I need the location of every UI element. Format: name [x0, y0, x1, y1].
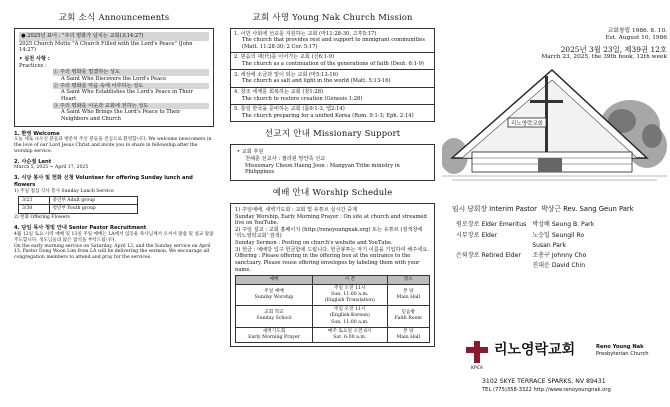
flowers-line: 2) 헌화 Offering Flowers [14, 215, 70, 221]
church-building-illustration [442, 66, 667, 191]
practices-block [19, 56, 209, 123]
bulletin-date-en: March 23, 2025, the 39th book, 12th week [541, 54, 667, 61]
worship-header [230, 187, 435, 199]
established-date: Est. August 10, 1986 [605, 35, 667, 42]
announcement-title: 4. 담임 목사 청빙 안내 Senior Pastor Recruitment [14, 225, 147, 232]
practice-item: ② 주의 평화를 마음 속에 이루하는 성도 A Saint Who Establishes the Lord's Peace in Their Heart [53, 83, 209, 103]
missionary-line: • 교회 후원 [237, 149, 264, 156]
worship-line: Sunday Sermon : Posting on church's website and YouTube. [235, 240, 393, 247]
bulletin-date-ko: 2025년 3월 23일, 제39권 12호 [560, 44, 667, 54]
kpca-label: KPCA [471, 366, 483, 370]
missionary-title-en: Missionary Support [313, 128, 401, 139]
church-sign-text: 리노영락교회 [511, 120, 543, 127]
table-row: 주일 예배 Sunday Worship 주일 오전 11시 Sun. 11:00 a.m. (English Translation) 본 당 Main Hall [236, 285, 430, 306]
mission-box [230, 28, 435, 122]
church-name-ko: 리노영락교회 [494, 342, 576, 358]
worship-line: 3) 헌금 : 예배당 입구 헌금함에 드립니다. 헌금봉투는 자기 이름을 기입하여 해주세요. [235, 246, 429, 253]
table-row: 교회 학교 Sunday School 주일 오전 11시 (English-Korean) Sun. 11:00 a.m. 믿음방 Faith Room [236, 306, 430, 327]
announcements-title-ko: 교회 소식 [58, 13, 96, 23]
mission-item: 3. 세상에 소금과 빛이 되는 교회 (마5:13-16) The church as salt and light in the world (Matt. 5:13-16) [231, 70, 434, 87]
kpca-logo-icon [464, 340, 490, 370]
church-name-en: Reno Young Nak Presbyterian Church [596, 344, 649, 357]
announcements-header [14, 12, 214, 24]
mission-item: 1. 이민 사회에 선교를 지원하는 교회 (마11:28-30, 고후5:17) The church that provides rest and support to immigrant communities (Matt. 11:28-30; 2 Cor. 5:17) [231, 29, 434, 53]
announcement-item [14, 225, 214, 261]
worship-line: 2) 주일 설교 : 교회 홈페이지 (http://renoyoungnak.org) 또는 유튜브 (검색창에 '리노영락교회' 검색) [235, 226, 423, 240]
church-address: 3102 SKYE TERRACE SPARKS, NV 89431 [482, 378, 606, 385]
announcement-body: 1) 주일 점심 식사 봉사 Sunday Lunch Service [14, 188, 114, 194]
list-item: 은퇴장로 Retired Elder 조총구 Johnny Cho [456, 252, 587, 260]
missionary-title-ko: 선교지 안내 [264, 129, 311, 140]
practices-label: • 실천 사항 : [19, 55, 50, 62]
mission-title-en: Young Nak Church Mission [292, 12, 413, 22]
interim-pastor-name: 박상근 Rev. Sang Geun Park [541, 204, 634, 213]
worship-line: Offering : Please offering in the offering box at the entrance to the sanctuary. Please reuse offering envelopes by labeling them with your name. [235, 253, 420, 273]
elders-list [452, 219, 598, 272]
announcement-item [14, 131, 214, 155]
mission-title-ko: 교회 사명 [252, 13, 290, 23]
announcements-title-en: Announcements [98, 12, 170, 22]
worship-box [230, 203, 435, 347]
list-item: 시무장로 Elder 노승일 Seungil Ro [456, 231, 585, 239]
announcement-title: 1. 환영 Welcome [14, 130, 60, 137]
interim-pastor [442, 205, 667, 214]
table-row: 3/23 중년부 Adult group [19, 196, 138, 205]
motto-ko: ● 2025년 표어 : "주의 평화가 넘치는 교회(요14:27) [19, 32, 209, 41]
announcement-body: 오늘 세로 나오신 분들과 방문히 주신 분들을 진심으로 환영합니다. We welcome newcomers in the love of our Lord Jesus Christ and invite you to share in fellowship after the worship service. [14, 137, 212, 154]
mission-item: 4. 창조 세계를 회복하는 교회 (창1:28) The church to restore creation (Genesis 1:28) [231, 88, 434, 105]
interim-pastor-label: 임시 당회장 Interim Pastor [452, 204, 537, 213]
cover-column [442, 0, 667, 407]
missionary-box [230, 144, 435, 181]
worship-line: Sunday Worship, Early Morning Prayer : On site at church and streamed live on YouTube. [235, 213, 427, 227]
announcement-body-ko: 4월 12일 토요 사역 예배 및 13일 주일 예배는 LA에서 임동운 목사님께서 오셔서 말씀 및 설교 말씀 주도합니다. 성도님들의 많은 참석을 부탁드립니다. [14, 231, 214, 243]
missionary-header [230, 128, 435, 140]
church-contact: TEL (775)358-3322 http://www.renoyoungnak.org [482, 387, 611, 393]
list-item: 원로장로 Elder Emeritus 박성배 Seung B. Park [456, 221, 595, 229]
cover-header [442, 28, 667, 62]
practices-list [19, 69, 209, 122]
table-row: 새벽기도회 Early Morning Prayer 매주 토요일 오전 6시 Sat. 6:00 a.m. 본 당 Main Hall [236, 327, 430, 342]
missionary-line: 천헤훈 선교사 : 필리핀 망얀족 선교 [245, 155, 326, 162]
practices-en-label: Practices : [19, 62, 47, 69]
mission-header [230, 12, 435, 24]
motto-en: 2025 Church Motto "A Church Filled with the Lord's Peace" (John 14:27) [19, 40, 193, 54]
worship-title-ko: 예배 안내 [272, 187, 310, 198]
practice-item: ① 주의 평화를 빌겠하는 성도 A Saint Who Discovers the Lord's Peace [53, 69, 209, 82]
announcement-item [14, 159, 214, 172]
worship-line: 1) 주일예배, 새벽기도회 : 교회 및 유튜브 실시간 중계 [235, 206, 358, 213]
mission-item: 5. 통일 한국을 준비하는 교회 (롬9:1-3, 엡2:14) The church preparing for a unified Korea (Rom. 9:1-3; Eph. 2:14) [234, 106, 414, 120]
practice-item: ③ 주의 평화를 이웃과 교회에 전하는 성도 A Saint Who Brings the Lord's Peace to Their Neighbors and Church [53, 103, 209, 123]
list-item: Susan Park [532, 241, 566, 249]
mission-column [230, 0, 435, 407]
table-header-row: 예배 시 간 장소 [236, 276, 430, 285]
mission-item: 2. 믿음의 대(代)를 이어가는 교회 (신6:1-9) The church as a continuation of the generations of faith (Deut. 6:1-9) [231, 53, 434, 70]
motto-box [14, 28, 214, 127]
announcement-body: March 5, 2025 ~ April 17, 2025 [14, 165, 89, 171]
founded-date: 교회창립 1986. 8. 10. [607, 28, 667, 34]
worship-table [235, 275, 430, 342]
list-item: 진대운 David Chin [532, 262, 586, 270]
announcement-item [14, 175, 214, 221]
missionary-line: Missionary Cheon Haeng Joon : Mangyan Tribe ministry in Philippines [245, 162, 400, 176]
announcement-title: 3. 식당 봉사 및 헌화 신청 Volunteer for offering Sunday lunch and flowers [14, 175, 193, 188]
worship-title-en: Worship Schedule [312, 186, 393, 197]
announcements-column [14, 0, 214, 407]
announcement-body-en: On the early morning service on Saturday, April 12, and the Sunday service on April 13, Pastor Dong Woon Lim from LA will be delivering the sermon. We encourage all congregation members to attend and pray for the services. [14, 243, 211, 261]
lunch-table [18, 196, 138, 215]
table-row: 3/30 청년부 Youth group [19, 205, 138, 214]
announcement-title: 2. 사순절 Lent [14, 158, 52, 165]
